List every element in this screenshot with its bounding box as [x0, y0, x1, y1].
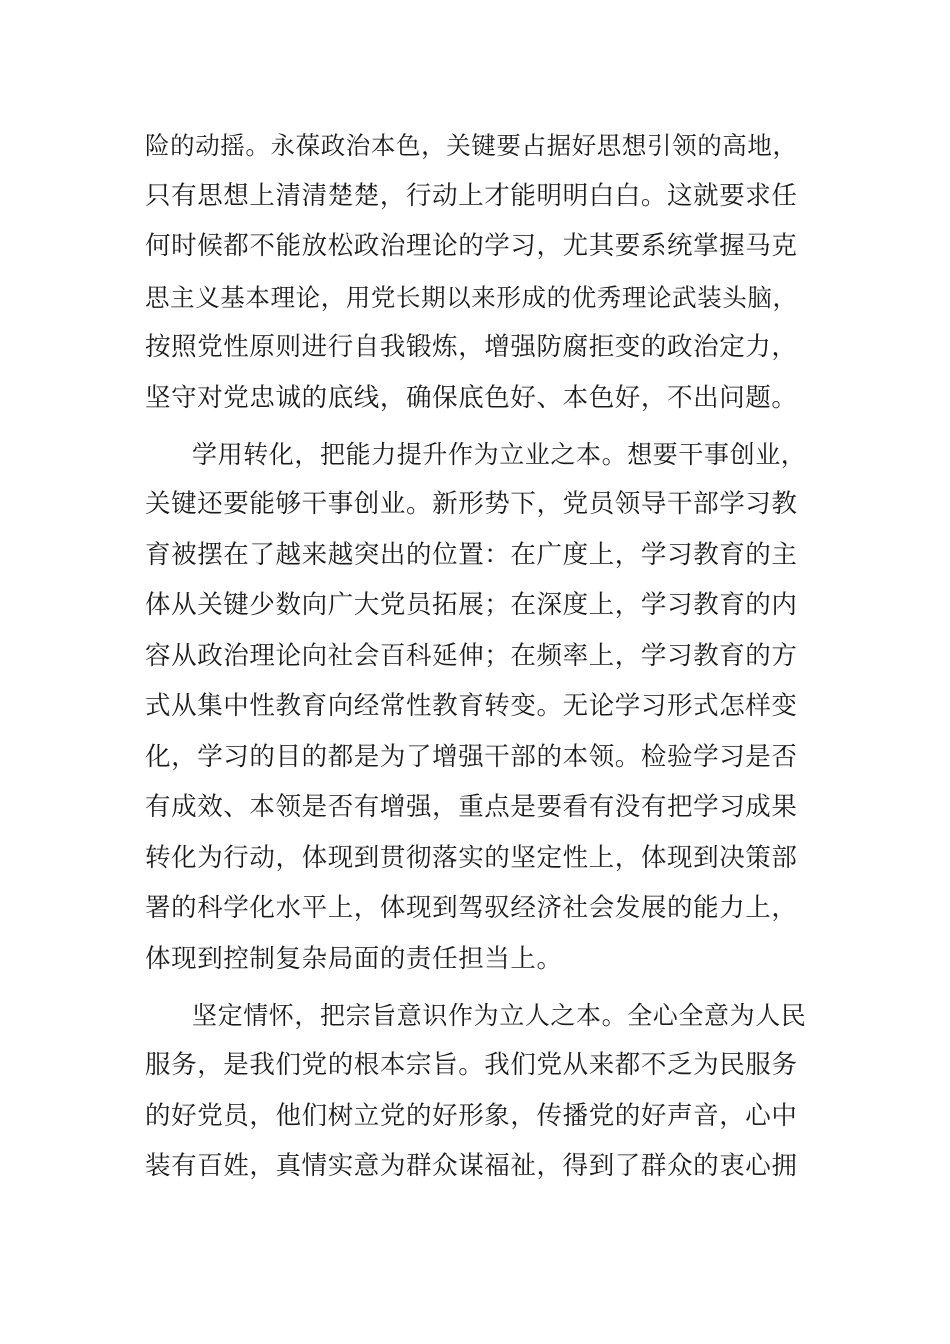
text-line: 坚守对党忠诚的底线，确保底色好、本色好，不出问题。 [145, 382, 798, 413]
paragraph-start-line: 坚定情怀，把宗旨意识作为立人之本。全心全意为人民 [192, 1000, 807, 1030]
text-line: 署的科学化水平上，体现到驾驭经济社会发展的能力上， [145, 893, 798, 923]
text-line: 按照党性原则进行自我锻炼，增强防腐拒变的政治定力， [145, 332, 798, 362]
text-line: 有成效、本领是否有增强，重点是要看有没有把学习成果 [145, 792, 798, 822]
text-line: 装有百姓，真情实意为群众谋福祉，得到了群众的衷心拥 [145, 1151, 798, 1181]
text-line: 险的动摇。永葆政治本色，关键要占据好思想引领的高地， [145, 131, 798, 160]
text-line: 化，学习的目的都是为了增强干部的本领。检验学习是否 [145, 741, 798, 772]
body-text [145, 128, 805, 1200]
text-line: 容从政治理论向社会百科延伸；在频率上，学习教育的方 [145, 640, 798, 671]
text-line: 只有思想上清清楚楚，行动上才能明明白白。这就要求任 [145, 180, 798, 211]
text-line: 体从关键少数向广大党员拓展；在深度上，学习教育的内 [145, 590, 798, 620]
text-line: 思主义基本理论，用党长期以来形成的优秀理论武装头脑， [145, 282, 798, 312]
text-line: 的好党员，他们树立党的好形象，传播党的好声音，心中 [145, 1100, 798, 1131]
text-line: 体现到控制复杂局面的责任担当上。 [145, 943, 563, 974]
text-line: 式从集中性教育向经常性教育转变。无论学习形式怎样变 [145, 691, 798, 721]
text-line: 何时候都不能放松政治理论的学习，尤其要系统掌握马克 [145, 231, 798, 261]
text-line: 服务，是我们党的根本宗旨。我们党从来都不乏为民服务 [145, 1050, 798, 1080]
text-line: 转化为行动，体现到贯彻落实的坚定性上，体现到决策部 [145, 842, 798, 873]
paragraph-start-line: 学用转化，把能力提升作为立业之本。想要干事创业， [192, 439, 807, 469]
text-line: 关键还要能够干事创业。新形势下，党员领导干部学习教 [145, 489, 798, 519]
text-line: 育被摆在了越来越突出的位置：在广度上，学习教育的主 [145, 539, 798, 570]
